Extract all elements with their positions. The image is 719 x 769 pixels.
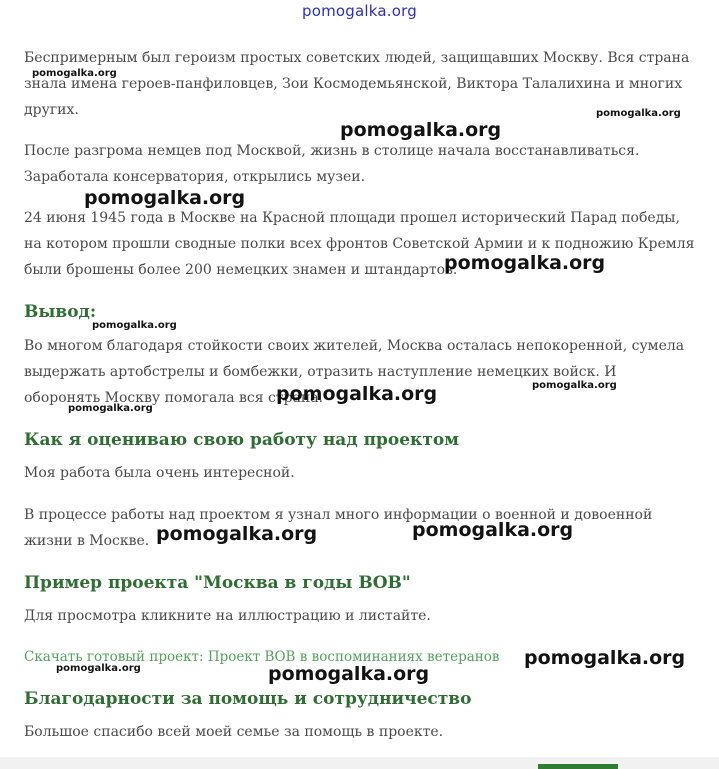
watermark: pomogalka.org bbox=[276, 383, 438, 405]
site-logo[interactable]: pomogalka.org bbox=[302, 2, 417, 20]
paragraph-conclusion: Во многом благодаря стойкости своих жителей, Москва осталась непокоренной, сумела выдержать артобстрелы и бомбежки, отразить наступление немецких войск. И оборонять Москву помогала вся страна. bbox=[24, 338, 685, 406]
heading-thanks: Благодарности за помощь и сотрудничество bbox=[24, 689, 472, 709]
watermark: pomogalka.org bbox=[444, 252, 606, 274]
heading-project-example: Пример проекта "Москва в годы ВОВ" bbox=[24, 573, 411, 593]
watermark: pomogalka.org bbox=[84, 187, 246, 209]
watermark: pomogalka.org bbox=[92, 320, 177, 331]
watermark: pomogalka.org bbox=[268, 663, 430, 685]
watermark: pomogalka.org bbox=[412, 519, 574, 541]
paragraph-restoration: После разгрома немцев под Москвой, жизнь в столице начала восстанавливаться. Заработала консерватория, открылись музеи. bbox=[24, 143, 640, 185]
paragraph-thanks: Большое спасибо всей моей семье за помощь в проекте. bbox=[24, 724, 444, 740]
download-project-link[interactable]: Скачать готовый проект: Проект ВОВ в воспоминаниях ветеранов bbox=[24, 649, 500, 665]
paragraph-instruction: Для просмотра кликните на иллюстрацию и листайте. bbox=[24, 608, 431, 624]
watermark: pomogalka.org bbox=[532, 380, 617, 391]
watermark: pomogalka.org bbox=[156, 523, 318, 545]
watermark: pomogalka.org bbox=[596, 108, 681, 119]
heading-conclusion: Вывод: bbox=[24, 302, 97, 322]
paragraph-interesting: Моя работа была очень интересной. bbox=[24, 465, 295, 481]
watermark: pomogalka.org bbox=[56, 663, 141, 674]
watermark: pomogalka.org bbox=[340, 119, 502, 141]
paragraph-victory-parade: 24 июня 1945 года в Москве на Красной площади прошел исторический Парад победы, на котором прошли сводные полки всех фронтов Советской Армии и к подножию Кремля были брошены более 200 немецких знамен и штандартов. bbox=[24, 210, 695, 278]
paragraph-learned: В процессе работы над проектом я узнал много информации о военной и довоенной жизни в Москве. bbox=[24, 507, 653, 549]
bottom-action-button[interactable] bbox=[538, 764, 618, 769]
paragraph-heroism: Беспримерным был героизм простых советских людей, защищавших Москву. Вся страна знала имена героев-панфиловцев, Зои Космодемьянской, Виктора Талалихина и многих других. bbox=[24, 50, 690, 118]
watermark: pomogalka.org bbox=[524, 647, 686, 669]
watermark: pomogalka.org bbox=[32, 68, 117, 79]
heading-evaluation: Как я оцениваю свою работу над проектом bbox=[24, 430, 459, 450]
watermark: pomogalka.org bbox=[68, 403, 153, 414]
